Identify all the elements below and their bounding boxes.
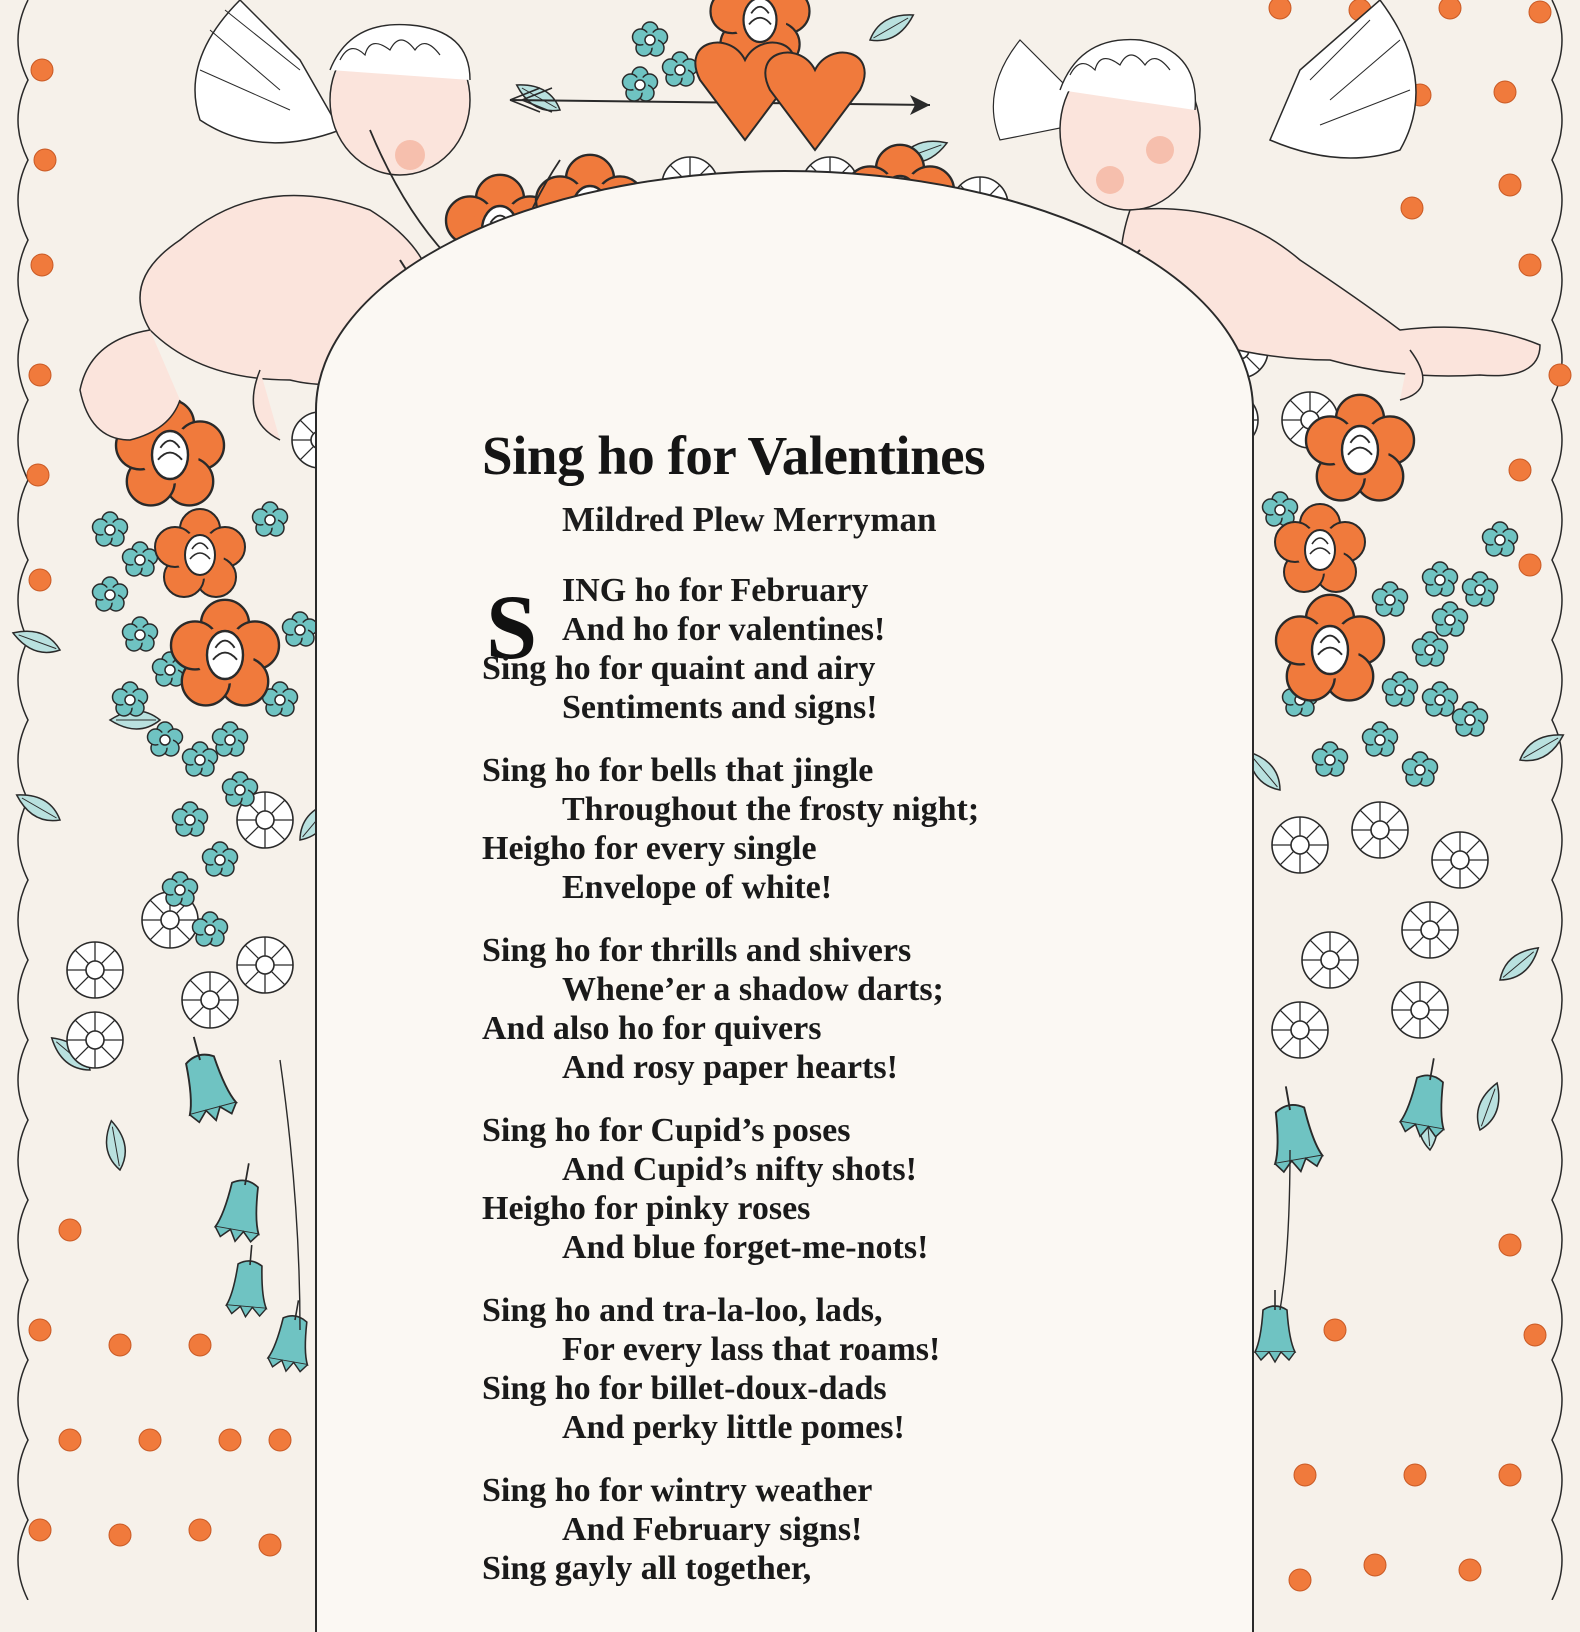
drop-cap: S [486,576,538,678]
poem-line: And also ho for quivers [482,1010,822,1047]
poem-line: Sing ho for quaint and airy [482,650,876,687]
poem-line: Sing ho for bells that jingle [482,752,874,789]
poem-line: And ho for valentines! [562,611,886,648]
poem-line: Whene’er a shadow darts; [562,971,944,1008]
poem-line: Sing gayly all together, [482,1550,812,1587]
poem-line: Sing ho for billet-doux-dads [482,1370,887,1407]
poem-line: And February signs! [562,1511,863,1548]
poem-line: Sing ho and tra-la-loo, lads, [482,1292,883,1329]
poem-line: ING ho for February [562,572,869,609]
poem-line: And blue forget-me-nots! [562,1229,929,1266]
poem-line: Envelope of white! [562,869,833,906]
poem-line: Heigho for pinky roses [482,1190,811,1227]
poem-line: Sing ho for thrills and shivers [482,932,912,969]
poem-line: And rosy paper hearts! [562,1049,898,1086]
poem-title: Sing ho for Valentines [482,425,985,486]
poem-line: And perky little pomes! [562,1409,905,1446]
poem-line: Sentiments and signs! [562,689,878,726]
poem-author: Mildred Plew Merryman [562,500,937,539]
poem-line: Throughout the frosty night; [562,791,980,828]
poem-line: And Cupid’s nifty shots! [562,1151,917,1188]
poem-line: Sing ho for wintry weather [482,1472,873,1509]
poem-line: For every lass that roams! [562,1331,941,1368]
poem-line: Heigho for every single [482,830,817,867]
poem-line: Sing ho for Cupid’s poses [482,1112,851,1149]
